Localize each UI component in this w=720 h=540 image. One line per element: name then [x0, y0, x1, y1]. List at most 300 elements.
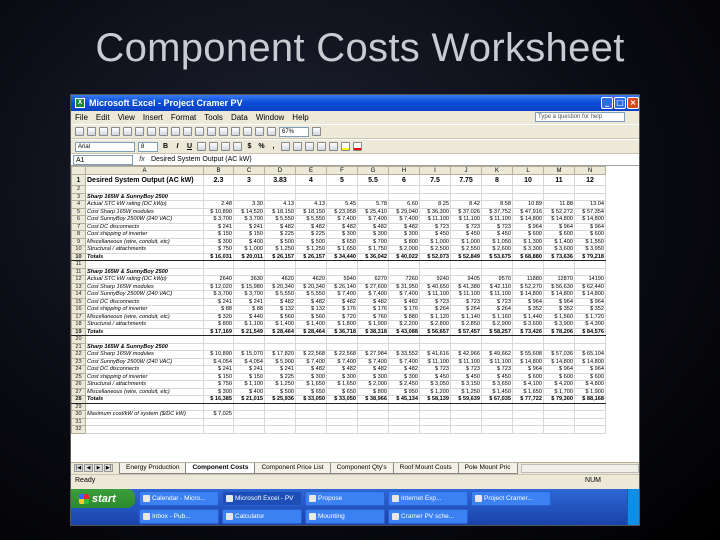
value-cell[interactable]: $ 300 — [327, 231, 358, 239]
sheet-tab[interactable]: Energy Production — [119, 463, 186, 474]
print-preview-icon[interactable] — [123, 127, 132, 136]
value-cell[interactable]: $ 150 — [234, 373, 265, 381]
value-cell[interactable]: $ 450 — [482, 231, 513, 239]
row-label-cell[interactable]: Cost shipping of inverter — [86, 373, 204, 381]
value-cell[interactable]: $ 3,700 — [204, 291, 234, 299]
empty-cell[interactable] — [296, 426, 327, 434]
value-cell[interactable]: $ 7,400 — [296, 358, 327, 366]
output-value-cell[interactable]: 5 — [327, 175, 358, 186]
align-center-icon[interactable] — [209, 142, 218, 151]
empty-cell[interactable] — [204, 186, 234, 194]
empty-cell[interactable] — [482, 193, 513, 201]
value-cell[interactable]: $ 20,340 — [296, 283, 327, 291]
row-label-cell[interactable]: Structural / attachments — [86, 381, 204, 389]
value-cell[interactable]: $ 482 — [265, 298, 296, 306]
value-cell[interactable]: $ 500 — [265, 238, 296, 246]
row-label-cell[interactable]: Cost Sharp 165W modules — [86, 208, 204, 216]
value-cell[interactable]: $ 482 — [296, 366, 327, 374]
output-value-cell[interactable]: 5.5 — [358, 175, 389, 186]
decrease-decimal-icon[interactable] — [293, 142, 302, 151]
value-cell[interactable]: $ 225 — [265, 231, 296, 239]
value-cell[interactable]: 14190 — [575, 276, 606, 284]
value-cell[interactable]: 9570 — [482, 276, 513, 284]
value-cell[interactable]: $ 482 — [358, 223, 389, 231]
value-cell[interactable]: $ 440 — [234, 313, 265, 321]
value-cell[interactable]: 4.13 — [265, 201, 296, 209]
value-cell[interactable]: $ 52,270 — [513, 283, 544, 291]
value-cell[interactable]: $ 16,385 — [204, 396, 234, 404]
value-cell[interactable]: $ 11,100 — [482, 291, 513, 299]
copy-icon[interactable] — [159, 127, 168, 136]
empty-cell[interactable] — [358, 186, 389, 194]
empty-cell[interactable] — [482, 403, 513, 411]
value-cell[interactable]: $ 34,440 — [327, 253, 358, 261]
empty-cell[interactable] — [86, 403, 204, 411]
row-header[interactable]: 26 — [72, 381, 86, 389]
value-cell[interactable]: $ 7,400 — [327, 358, 358, 366]
empty-cell[interactable] — [575, 426, 606, 434]
value-cell[interactable]: $ 241 — [204, 366, 234, 374]
value-cell[interactable]: $ 2,550 — [451, 246, 482, 254]
row-label-cell[interactable]: Totals — [86, 328, 204, 336]
value-cell[interactable]: $ 482 — [265, 223, 296, 231]
value-cell[interactable]: 7260 — [389, 276, 420, 284]
empty-cell[interactable] — [451, 403, 482, 411]
value-cell[interactable]: $ 1,250 — [451, 388, 482, 396]
empty-cell[interactable] — [482, 261, 513, 269]
value-cell[interactable]: $ 1,650 — [513, 388, 544, 396]
empty-cell[interactable] — [358, 343, 389, 351]
value-cell[interactable]: $ 15,070 — [234, 351, 265, 359]
value-cell[interactable]: $ 78,206 — [544, 328, 575, 336]
value-cell[interactable]: $ 560 — [296, 313, 327, 321]
value-cell[interactable]: $ 352 — [575, 306, 606, 314]
empty-cell[interactable] — [389, 193, 420, 201]
align-left-icon[interactable] — [197, 142, 206, 151]
section-title-cell[interactable]: Sharp 165W & SunnyBoy 2500 — [86, 343, 204, 351]
empty-cell[interactable] — [451, 193, 482, 201]
value-cell[interactable]: $ 950 — [389, 388, 420, 396]
borders-icon[interactable] — [329, 142, 338, 151]
empty-cell[interactable] — [513, 426, 544, 434]
value-cell[interactable]: $ 2,200 — [389, 321, 420, 329]
value-cell[interactable]: $ 5,900 — [265, 358, 296, 366]
value-cell[interactable]: $ 11,100 — [451, 358, 482, 366]
undo-icon[interactable] — [183, 127, 192, 136]
output-value-cell[interactable]: 7.75 — [451, 175, 482, 186]
row-header[interactable]: 19 — [72, 328, 86, 336]
row-label-cell[interactable]: Miscellaneous (wire, conduit, etc) — [86, 313, 204, 321]
value-cell[interactable]: $ 300 — [389, 231, 420, 239]
output-value-cell[interactable]: 7.5 — [420, 175, 451, 186]
row-header[interactable]: 30 — [72, 411, 86, 419]
value-cell[interactable]: $ 12,020 — [204, 283, 234, 291]
value-cell[interactable]: $ 482 — [327, 366, 358, 374]
row-label-cell[interactable]: Cost Sharp 165W modules — [86, 351, 204, 359]
prev-sheet-icon[interactable]: ◀ — [84, 464, 93, 472]
empty-cell[interactable] — [389, 343, 420, 351]
hyperlink-icon[interactable] — [207, 127, 216, 136]
value-cell[interactable]: $ 37,752 — [482, 208, 513, 216]
taskbar-button[interactable]: Inbox - Pub... — [139, 509, 219, 524]
value-cell[interactable]: $ 600 — [575, 373, 606, 381]
value-cell[interactable]: $ 880 — [389, 313, 420, 321]
new-icon[interactable] — [75, 127, 84, 136]
value-cell[interactable]: $ 3,150 — [451, 381, 482, 389]
value-cell[interactable]: $ 450 — [420, 231, 451, 239]
font-select[interactable]: Arial — [75, 142, 135, 152]
value-cell[interactable]: $ 723 — [451, 298, 482, 306]
value-cell[interactable]: $ 55,608 — [513, 351, 544, 359]
menu-item-format[interactable]: Format — [170, 113, 197, 122]
value-cell[interactable]: 9405 — [451, 276, 482, 284]
value-cell[interactable]: $ 11,100 — [482, 358, 513, 366]
value-cell[interactable]: $ 4,100 — [513, 381, 544, 389]
value-cell[interactable]: $ 11,100 — [451, 291, 482, 299]
empty-cell[interactable] — [234, 343, 265, 351]
value-cell[interactable]: $ 560 — [265, 313, 296, 321]
value-cell[interactable]: $ 36,718 — [327, 328, 358, 336]
increase-decimal-icon[interactable] — [281, 142, 290, 151]
empty-cell[interactable] — [204, 193, 234, 201]
value-cell[interactable]: $ 62,440 — [575, 283, 606, 291]
value-cell[interactable] — [544, 411, 575, 419]
value-cell[interactable]: $ 2,850 — [451, 321, 482, 329]
empty-cell[interactable] — [451, 343, 482, 351]
empty-cell[interactable] — [296, 186, 327, 194]
value-cell[interactable]: $ 964 — [513, 366, 544, 374]
value-cell[interactable]: $ 176 — [389, 306, 420, 314]
menu-item-window[interactable]: Window — [255, 113, 285, 122]
row-header[interactable]: 25 — [72, 373, 86, 381]
value-cell[interactable]: $ 58,257 — [482, 328, 513, 336]
percent-button[interactable]: % — [258, 143, 265, 150]
empty-cell[interactable] — [86, 261, 204, 269]
value-cell[interactable]: $ 964 — [575, 298, 606, 306]
value-cell[interactable]: $ 650 — [327, 238, 358, 246]
value-cell[interactable]: 6.60 — [389, 201, 420, 209]
empty-cell[interactable] — [327, 268, 358, 276]
value-cell[interactable]: $ 5,550 — [265, 216, 296, 224]
name-box[interactable]: A1 — [73, 155, 133, 165]
value-cell[interactable]: $ 7,400 — [389, 216, 420, 224]
value-cell[interactable]: $ 3,300 — [513, 246, 544, 254]
row-header[interactable]: 17 — [72, 313, 86, 321]
value-cell[interactable]: $ 482 — [358, 366, 389, 374]
empty-cell[interactable] — [482, 336, 513, 344]
value-cell[interactable]: $ 720 — [327, 313, 358, 321]
empty-cell[interactable] — [204, 343, 234, 351]
value-cell[interactable]: $ 17,820 — [265, 351, 296, 359]
value-cell[interactable]: $ 88 — [234, 306, 265, 314]
next-sheet-icon[interactable]: ▶ — [94, 464, 103, 472]
empty-cell[interactable] — [544, 343, 575, 351]
empty-cell[interactable] — [575, 336, 606, 344]
empty-cell[interactable] — [204, 261, 234, 269]
value-cell[interactable]: $ 450 — [420, 373, 451, 381]
row-label-cell[interactable]: Miscellaneous (wire, conduit, etc) — [86, 238, 204, 246]
empty-cell[interactable] — [86, 418, 204, 426]
value-cell[interactable]: $ 14,800 — [544, 291, 575, 299]
empty-cell[interactable] — [575, 193, 606, 201]
value-cell[interactable]: $ 2,600 — [482, 246, 513, 254]
empty-cell[interactable] — [451, 268, 482, 276]
column-header[interactable]: M — [544, 167, 575, 175]
value-cell[interactable]: $ 150 — [204, 373, 234, 381]
empty-cell[interactable] — [86, 426, 204, 434]
value-cell[interactable]: 12870 — [544, 276, 575, 284]
value-cell[interactable]: $ 1,100 — [234, 321, 265, 329]
value-cell[interactable]: $ 14,800 — [575, 216, 606, 224]
empty-cell[interactable] — [420, 336, 451, 344]
sort-ascending-icon[interactable] — [231, 127, 240, 136]
horizontal-scrollbar[interactable] — [521, 464, 639, 473]
value-cell[interactable] — [451, 411, 482, 419]
empty-cell[interactable] — [513, 193, 544, 201]
empty-cell[interactable] — [513, 336, 544, 344]
font-size-select[interactable]: 8 — [138, 142, 158, 152]
menu-item-edit[interactable]: Edit — [95, 113, 110, 122]
value-cell[interactable]: $ 3,600 — [513, 321, 544, 329]
empty-cell[interactable] — [296, 403, 327, 411]
value-cell[interactable]: $ 264 — [420, 306, 451, 314]
empty-cell[interactable] — [482, 343, 513, 351]
empty-cell[interactable] — [204, 403, 234, 411]
value-cell[interactable]: $ 300 — [204, 238, 234, 246]
value-cell[interactable]: $ 482 — [389, 223, 420, 231]
value-cell[interactable]: 8.58 — [482, 201, 513, 209]
value-cell[interactable]: $ 10,890 — [204, 208, 234, 216]
empty-cell[interactable] — [513, 343, 544, 351]
empty-cell[interactable] — [575, 186, 606, 194]
row-header[interactable]: 14 — [72, 291, 86, 299]
value-cell[interactable]: $ 1,550 — [575, 238, 606, 246]
value-cell[interactable]: 11880 — [513, 276, 544, 284]
sort-descending-icon[interactable] — [243, 127, 252, 136]
value-cell[interactable]: $ 964 — [513, 223, 544, 231]
value-cell[interactable]: $ 300 — [358, 373, 389, 381]
empty-cell[interactable] — [234, 186, 265, 194]
help-icon[interactable] — [312, 127, 321, 136]
empty-cell[interactable] — [204, 336, 234, 344]
value-cell[interactable]: $ 1,250 — [296, 246, 327, 254]
value-cell[interactable] — [575, 411, 606, 419]
value-cell[interactable]: $ 600 — [513, 373, 544, 381]
value-cell[interactable] — [482, 411, 513, 419]
value-cell[interactable]: 9240 — [420, 276, 451, 284]
value-cell[interactable]: $ 1,900 — [575, 388, 606, 396]
value-cell[interactable]: $ 38,966 — [358, 396, 389, 404]
value-cell[interactable]: $ 21,549 — [234, 328, 265, 336]
empty-cell[interactable] — [451, 426, 482, 434]
decrease-indent-icon[interactable] — [305, 142, 314, 151]
value-cell[interactable]: $ 241 — [204, 298, 234, 306]
value-cell[interactable]: $ 27,984 — [358, 351, 389, 359]
value-cell[interactable]: $ 5,550 — [296, 216, 327, 224]
row-header[interactable]: 21 — [72, 343, 86, 351]
empty-cell[interactable] — [234, 193, 265, 201]
value-cell[interactable]: 2.48 — [204, 201, 234, 209]
row-label-cell[interactable]: Cost SunnyBoy 2500W (240 VAC) — [86, 216, 204, 224]
help-search-input[interactable]: Type a question for help — [535, 112, 625, 122]
value-cell[interactable]: $ 45,134 — [389, 396, 420, 404]
row-label-cell[interactable]: Cost DC disconnects — [86, 223, 204, 231]
value-cell[interactable]: $ 67,035 — [482, 396, 513, 404]
value-cell[interactable]: $ 723 — [420, 298, 451, 306]
value-cell[interactable]: $ 1,560 — [544, 313, 575, 321]
value-cell[interactable]: 3.30 — [234, 201, 265, 209]
row-label-cell[interactable]: Actual STC kW rating (DC kWp) — [86, 276, 204, 284]
empty-cell[interactable] — [204, 418, 234, 426]
print-icon[interactable] — [111, 127, 120, 136]
value-cell[interactable]: $ 52,849 — [451, 253, 482, 261]
empty-cell[interactable] — [482, 268, 513, 276]
value-cell[interactable]: $ 57,457 — [451, 328, 482, 336]
column-header[interactable]: N — [575, 167, 606, 175]
row-header[interactable]: 3 — [72, 193, 86, 201]
empty-cell[interactable] — [544, 193, 575, 201]
value-cell[interactable]: $ 600 — [513, 231, 544, 239]
value-cell[interactable]: $ 264 — [451, 306, 482, 314]
value-cell[interactable]: $ 20,011 — [234, 253, 265, 261]
paste-icon[interactable] — [171, 127, 180, 136]
value-cell[interactable]: $ 750 — [204, 381, 234, 389]
value-cell[interactable]: $ 4,200 — [544, 381, 575, 389]
value-cell[interactable]: 5.78 — [358, 201, 389, 209]
value-cell[interactable]: $ 14,800 — [513, 216, 544, 224]
empty-cell[interactable] — [296, 336, 327, 344]
value-cell[interactable]: $ 482 — [389, 298, 420, 306]
value-cell[interactable]: $ 4,054 — [204, 358, 234, 366]
drawing-icon[interactable] — [267, 127, 276, 136]
value-cell[interactable]: $ 7,400 — [327, 216, 358, 224]
value-cell[interactable]: $ 723 — [482, 366, 513, 374]
empty-cell[interactable] — [389, 403, 420, 411]
value-cell[interactable]: $ 4,054 — [234, 358, 265, 366]
taskbar-button[interactable]: Calculator — [222, 509, 302, 524]
empty-cell[interactable] — [575, 403, 606, 411]
value-cell[interactable]: $ 14,520 — [234, 208, 265, 216]
value-cell[interactable]: $ 300 — [204, 388, 234, 396]
empty-cell[interactable] — [513, 268, 544, 276]
value-cell[interactable]: $ 37,026 — [451, 208, 482, 216]
empty-cell[interactable] — [482, 418, 513, 426]
value-cell[interactable]: 4620 — [265, 276, 296, 284]
value-cell[interactable]: $ 1,720 — [575, 313, 606, 321]
column-header[interactable]: F — [327, 167, 358, 175]
value-cell[interactable]: 8.25 — [420, 201, 451, 209]
row-label-cell[interactable]: Cost DC disconnects — [86, 366, 204, 374]
row-header[interactable]: 10 — [72, 253, 86, 261]
value-cell[interactable]: $ 2,900 — [482, 321, 513, 329]
value-cell[interactable]: $ 500 — [296, 238, 327, 246]
value-cell[interactable]: $ 21,015 — [234, 396, 265, 404]
row-header[interactable]: 29 — [72, 403, 86, 411]
value-cell[interactable]: $ 352 — [544, 306, 575, 314]
autosum-icon[interactable] — [219, 127, 228, 136]
row-header[interactable]: 4 — [72, 201, 86, 209]
comma-button[interactable]: , — [272, 143, 275, 150]
column-header[interactable]: E — [296, 167, 327, 175]
value-cell[interactable]: $ 241 — [234, 223, 265, 231]
value-cell[interactable] — [420, 411, 451, 419]
menu-item-tools[interactable]: Tools — [204, 113, 223, 122]
column-header[interactable]: I — [420, 167, 451, 175]
row-header[interactable]: 8 — [72, 231, 86, 239]
fill-color-icon[interactable] — [341, 142, 350, 151]
row-header[interactable]: 2 — [72, 186, 86, 194]
row-header[interactable]: 12 — [72, 276, 86, 284]
empty-cell[interactable] — [420, 193, 451, 201]
column-header[interactable]: B — [204, 167, 234, 175]
row-header[interactable]: 6 — [72, 216, 86, 224]
empty-cell[interactable] — [358, 193, 389, 201]
value-cell[interactable]: 6270 — [358, 276, 389, 284]
value-cell[interactable]: $ 800 — [204, 321, 234, 329]
row-header[interactable]: 7 — [72, 223, 86, 231]
close-icon[interactable]: × — [627, 97, 639, 109]
value-cell[interactable]: $ 225 — [265, 373, 296, 381]
column-header[interactable]: G — [358, 167, 389, 175]
empty-cell[interactable] — [358, 268, 389, 276]
value-cell[interactable]: $ 2,450 — [389, 381, 420, 389]
value-cell[interactable] — [265, 411, 296, 419]
value-cell[interactable]: $ 1,250 — [265, 246, 296, 254]
value-cell[interactable]: $ 964 — [575, 223, 606, 231]
column-header[interactable]: L — [513, 167, 544, 175]
value-cell[interactable]: $ 1,300 — [513, 238, 544, 246]
merge-center-icon[interactable] — [233, 142, 242, 151]
value-cell[interactable]: $ 88,168 — [575, 396, 606, 404]
empty-cell[interactable] — [513, 418, 544, 426]
redo-icon[interactable] — [195, 127, 204, 136]
value-cell[interactable]: 13.04 — [575, 201, 606, 209]
menu-item-file[interactable]: File — [75, 113, 88, 122]
menu-item-view[interactable]: View — [117, 113, 135, 122]
value-cell[interactable]: $ 400 — [234, 388, 265, 396]
value-cell[interactable]: $ 56,630 — [544, 283, 575, 291]
value-cell[interactable]: $ 300 — [327, 373, 358, 381]
align-right-icon[interactable] — [221, 142, 230, 151]
column-header[interactable]: C — [234, 167, 265, 175]
value-cell[interactable]: 4.13 — [296, 201, 327, 209]
empty-cell[interactable] — [234, 336, 265, 344]
value-cell[interactable]: $ 750 — [204, 246, 234, 254]
section-title-cell[interactable]: Sharp 165W & SunnyBoy 2500 — [86, 193, 204, 201]
empty-cell[interactable] — [204, 268, 234, 276]
value-cell[interactable]: $ 52,272 — [544, 208, 575, 216]
empty-cell[interactable] — [513, 261, 544, 269]
row-label-cell[interactable]: Cost SunnyBoy 2500W (240 VAC) — [86, 291, 204, 299]
value-cell[interactable]: $ 38,318 — [358, 328, 389, 336]
value-cell[interactable]: $ 1,120 — [420, 313, 451, 321]
row-header[interactable]: 16 — [72, 306, 86, 314]
empty-cell[interactable] — [327, 426, 358, 434]
value-cell[interactable]: $ 482 — [296, 223, 327, 231]
empty-cell[interactable] — [575, 261, 606, 269]
value-cell[interactable]: $ 5,550 — [296, 291, 327, 299]
value-cell[interactable]: $ 3,700 — [204, 216, 234, 224]
save-icon[interactable] — [99, 127, 108, 136]
row-header[interactable]: 22 — [72, 351, 86, 359]
value-cell[interactable]: 8.42 — [451, 201, 482, 209]
empty-cell[interactable] — [420, 268, 451, 276]
value-cell[interactable]: $ 1,200 — [420, 388, 451, 396]
row-label-cell[interactable]: Maximum cost/kW of system ($/DC kW) — [86, 411, 204, 419]
row-label-cell[interactable]: Cost Sharp 165W modules — [86, 283, 204, 291]
output-value-cell[interactable]: 12 — [575, 175, 606, 186]
output-value-cell[interactable]: 2.3 — [204, 175, 234, 186]
